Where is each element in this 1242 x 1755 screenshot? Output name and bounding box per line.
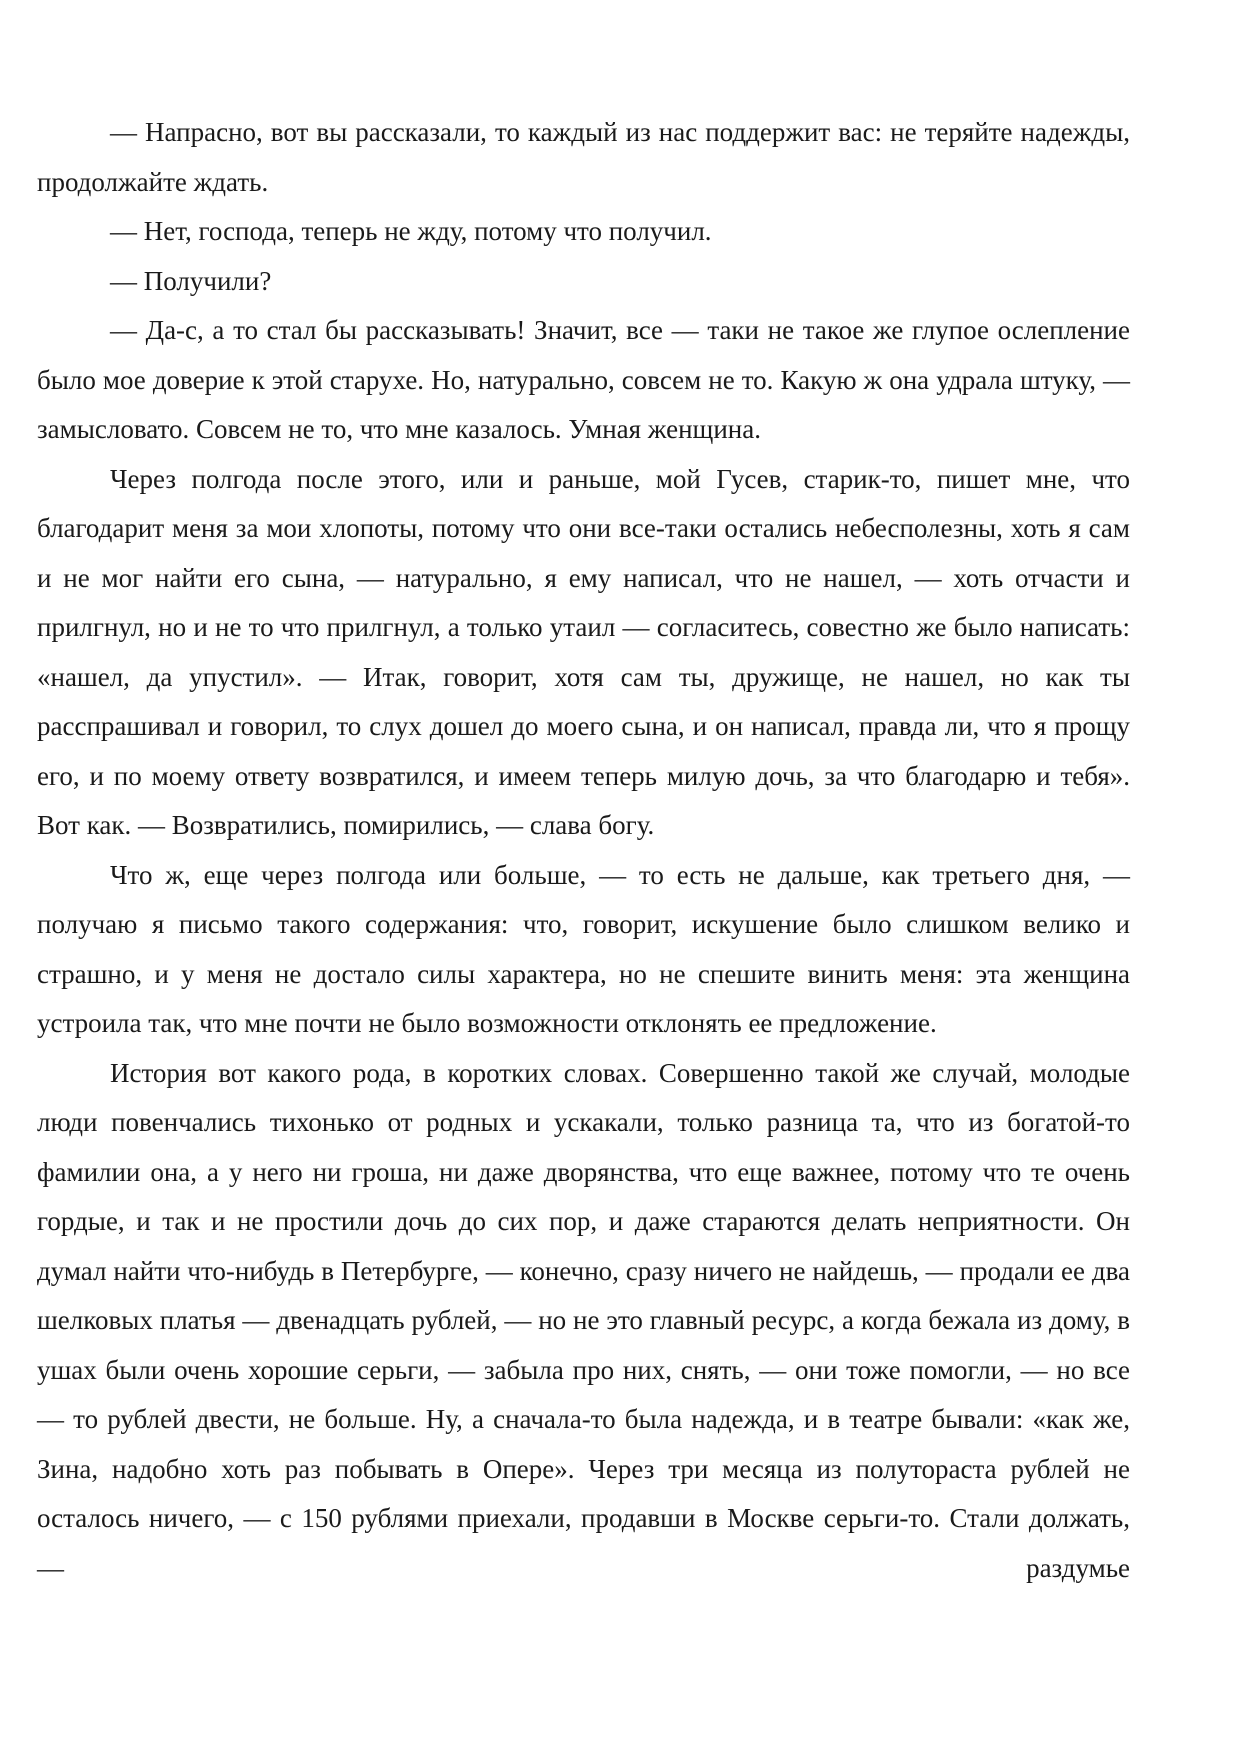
- paragraph-2: — Нет, господа, теперь не жду, потому что получил.: [110, 216, 712, 246]
- paragraph-5: Через полгода после этого, или и раньше, мой Гусев, старик-то, пишет мне, что благодарит меня за мои хлопоты, потому что они все-таки остались небесполезны, хоть я сам и не мог найти его сына, — натурально, я ему написал, что не нашел, — хоть отчасти и прилгнул, но и не то что прилгнул, а только утаил — согласитесь, совестно же было написать: «нашел, да упустил». — Итак, говорит, хотя сам ты, дружище, не нашел, но как ты расспрашивал и говорил, то слух дошел до моего сына, и он написал, правда ли, что я прощу его, и по моему ответу возвратился, и имеем теперь милую дочь, за что благодарю и тебя». Вот как. — Возвратились, помирились, — слава богу.: [37, 463, 1130, 840]
- paragraph-6: Что ж, еще через полгода или больше, — то есть не дальше, как третьего дня, — получаю я письмо такого содержания: что, говорит, искушение было слишком велико и страшно, и у меня не достало силы характера, но не спешите винить меня: эта женщина устроила так, что мне почти не было возможности отклонять ее предложение.: [37, 859, 1130, 1038]
- paragraph-4: — Да-с, а то стал бы рассказывать! Значит, все — таки не такое же глупое ослепление было мое доверие к этой старухе. Но, натурально, совсем не то. Какую ж она удрала штуку, — замысловато. Совсем не то, что мне казалось. Умная женщина.: [37, 315, 1130, 444]
- paragraph-7: История вот какого рода, в коротких словах. Совершенно такой же случай, молодые люди повенчались тихонько от родных и ускакали, только разница та, что из богатой-то фамилии она, а у него ни гроша, ни даже дворянства, что еще важнее, потому что те очень гордые, и так и не простили дочь до сих пор, и даже стараются делать неприятности. Он думал найти что-нибудь в Петербурге, — конечно, сразу ничего не найдешь, — продали ее два шелковых платья — двенадцать рублей, — но не это главный ресурс, а когда бежала из дому, в ушах были очень хорошие серьги, — забыла про них, снять, — они тоже помогли, — но все — то рублей двести, не больше. Ну, а сначала-то была надежда, и в театре бывали: «как же, Зина, надобно хоть раз побывать в Опере». Через три месяца из полутораста рублей не осталось ничего, — с 150 рублями приехали, продавши в Москве серьги-то. Стали должать, — раздумье: [37, 1057, 1130, 1583]
- document-page: [37, 108, 1130, 1593]
- paragraph-3: — Получили?: [110, 265, 272, 296]
- paragraph-1: — Напрасно, вот вы рассказали, то каждый из нас поддержит вас: не теряйте надежды, продолжайте ждать.: [37, 117, 1130, 197]
